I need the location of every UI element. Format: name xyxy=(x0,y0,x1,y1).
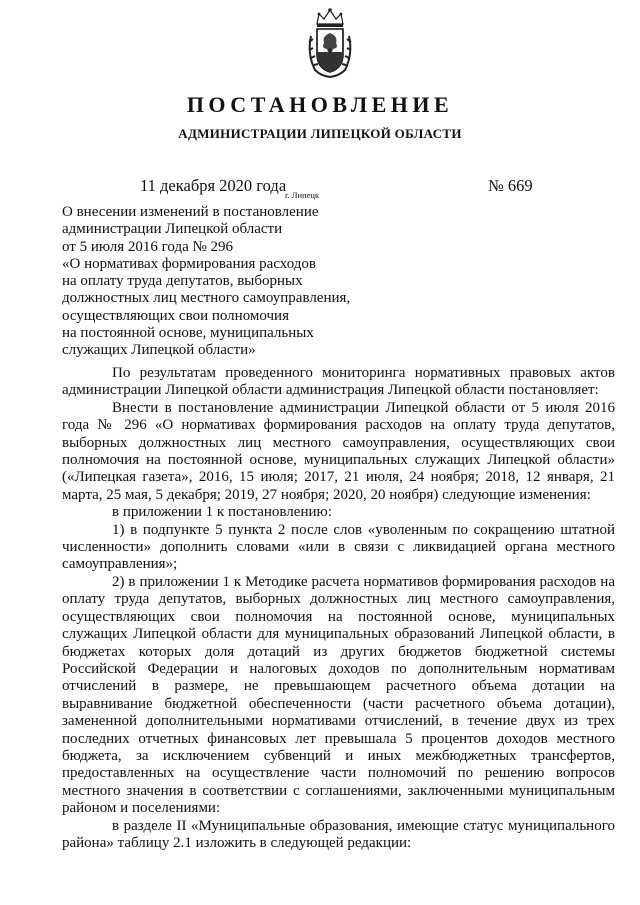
body-line: местного значения в соответствии с соглашениями, заключенными муниципальным xyxy=(62,782,615,799)
body-line: служащих Липецкой области для муниципальных образований Липецкой области, в xyxy=(62,626,615,643)
heading-line: на постоянной основе, муниципальных xyxy=(62,325,314,342)
body-line: года № 296 «О нормативах формирования расходов на оплату труда депутатов, xyxy=(62,417,615,434)
body-line: 2) в приложении 1 к Методике расчета нормативов формирования расходов на xyxy=(112,573,615,590)
body-line: полномочия на постоянной основе, муниципальных служащих Липецкой области» xyxy=(62,452,615,469)
body-line: бюджета, за исключением субвенций и иных межбюджетных трансфертов, xyxy=(62,747,615,764)
body-line: бюджетах которых доля дотаций из других бюджетов бюджетной системы xyxy=(62,643,615,660)
body-line: предоставленных на осуществление части полномочий по решению вопросов xyxy=(62,765,615,782)
heading-line: «О нормативах формирования расходов xyxy=(62,255,317,272)
document-title: ПОСТАНОВЛЕНИЕ xyxy=(186,92,454,117)
body-line: осуществляющих свои полномочия на постоянной основе, муниципальных xyxy=(62,608,615,625)
body-line: По результатам проведенного мониторинга нормативных правовых актов xyxy=(112,365,615,381)
heading-line: О внесении изменений в постановление xyxy=(62,204,319,220)
document-body xyxy=(62,365,615,852)
body-line: районом и поселениями: xyxy=(62,800,221,817)
heading-line: администрации Липецкой области xyxy=(62,221,283,238)
body-line: в приложении 1 к постановлению: xyxy=(112,504,332,521)
document-number: № 669 xyxy=(488,176,533,195)
body-line: («Липецкая газета», 2016, 15 июля; 2017, 21 июля, 24 ноября; 2018, 12 января, 21 xyxy=(62,469,615,486)
heading-line: на оплату труда депутатов, выборных xyxy=(62,273,303,290)
body-line: Российской Федерации и налоговых доходов по дополнительным нормативам xyxy=(62,660,615,677)
body-line: последних отчетных финансовых лет превышала 5 процентов доходов местного xyxy=(62,730,615,747)
heading-line: служащих Липецкой области» xyxy=(62,342,256,359)
body-line: оплату труда депутатов, выборных должностных лиц местного самоуправления, xyxy=(62,591,615,608)
document-subtitle: АДМИНИСТРАЦИИ ЛИПЕЦКОЙ ОБЛАСТИ xyxy=(178,126,462,141)
body-line: выравнивание бюджетной обеспеченности (части расчетного объема дотации), xyxy=(62,695,615,712)
body-line: в разделе II «Муниципальные образования, имеющие статус муниципального xyxy=(112,817,615,834)
body-line: выборных должностных лиц местного самоуправления, осуществляющих свои xyxy=(62,434,615,451)
body-line: администрации Липецкой области администрация Липецкой области постановляет: xyxy=(62,382,599,399)
heading-line: должностных лиц местного самоуправления, xyxy=(62,290,351,307)
lipetsk-coat-of-arms-icon xyxy=(305,6,355,80)
body-line: марта, 25 мая, 5 декабря; 2019, 27 ноября; 2020, 20 ноября) следующие изменения: xyxy=(62,486,591,503)
document-heading xyxy=(62,204,350,360)
body-line: района» таблицу 2.1 изложить в следующей редакции: xyxy=(62,834,412,851)
document-date: 11 декабря 2020 года xyxy=(140,176,287,195)
body-line: Внести в постановление администрации Липецкой области от 5 июля 2016 xyxy=(112,399,615,416)
heading-line: от 5 июля 2016 года № 296 xyxy=(62,238,234,255)
body-line: численности» дополнить словами «или в связи с ликвидацией органа местного xyxy=(62,539,615,556)
heading-line: осуществляющих свои полномочия xyxy=(62,307,289,324)
body-line: отчислений в размере, не превышающем расчетного объема дотации на xyxy=(62,678,615,695)
body-line: 1) в подпункте 5 пункта 2 после слов «уволенным по сокращению штатной xyxy=(112,521,615,538)
document-city: г. Липецк xyxy=(285,190,320,200)
body-line: самоуправления»; xyxy=(62,556,178,573)
body-line: замененной дополнительными нормативами отчислений, в течение двух из трех xyxy=(62,713,615,730)
